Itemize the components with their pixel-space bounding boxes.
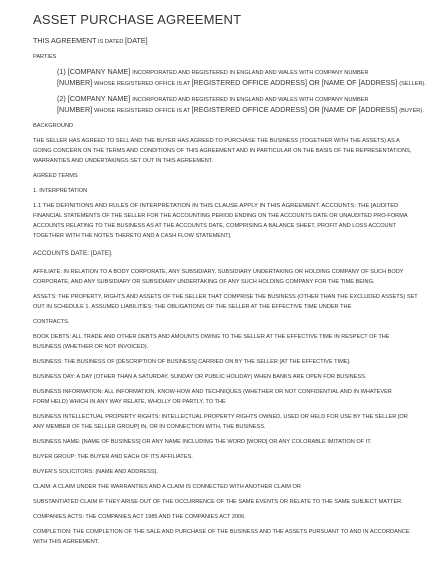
def-completion bbox=[33, 527, 410, 547]
clause-line: FINANCIAL STATEMENTS OF THE SELLER FOR THE ACCOUNTING PERIOD ENDING ON THE ACCOUNTS DATE OR UNAUDITED PRO-FORMA bbox=[33, 213, 408, 219]
agreement-label: THIS AGREEMENT bbox=[33, 36, 97, 45]
definition-line: ASSETS: THE PROPERTY, RIGHTS AND ASSETS OF THE SELLER THAT COMPRISE THE BUSINESS (OTHER THAN THE EXCLUDED ASSETS) SET bbox=[33, 294, 418, 300]
background-paragraph bbox=[33, 136, 412, 166]
parties-heading: PARTIES bbox=[33, 54, 57, 60]
clause-line: ACCOUNTS RELATING TO THE BUSINESS AS AT THE ACCOUNTS DATE, COMPRISING A BALANCE SHEET, PROFIT AND LOSS ACCOUNT bbox=[33, 223, 397, 229]
party-2-role: (BUYER). bbox=[399, 108, 424, 114]
def-business-ipr bbox=[33, 412, 408, 432]
definition-line: ANY MEMBER OF THE SELLER GROUP] IN, OR IN CONNECTION WITH, THE BUSINESS. bbox=[33, 424, 266, 430]
agreement-date-placeholder: [DATE] bbox=[125, 36, 148, 45]
def-book-debts bbox=[33, 332, 390, 352]
def-buyer-group: BUYER GROUP: THE BUYER AND EACH OF ITS AFFILIATES. bbox=[33, 454, 193, 460]
party-2-incorporation: INCORPORATED AND REGISTERED IN ENGLAND AND WALES WITH COMPANY NUMBER bbox=[132, 97, 369, 103]
def-companies-acts: COMPANIES ACTS: THE COMPANIES ACT 1985 AND THE COMPANIES ACT 2006. bbox=[33, 514, 246, 520]
background-heading: BACKGROUND bbox=[33, 123, 74, 129]
def-business-name: BUSINESS NAME: [NAME OF BUSINESS] OR ANY NAME INCLUDING THE WORD [WORD] OR ANY COLORABLE IMITATION OF IT. bbox=[33, 439, 372, 445]
def-assets bbox=[33, 292, 418, 327]
definition-line: BOOK DEBTS: ALL TRADE AND OTHER DEBTS AND AMOUNTS OWING TO THE SELLER AT THE EFFECTIVE TIME IN RESPECT OF THE bbox=[33, 334, 390, 340]
party-1 bbox=[33, 67, 426, 89]
clause-line: 1.1 THE DEFINITIONS AND RULES OF INTERPRETATION IN THIS CLAUSE APPLY IN THIS AGREEMENT. ACCOUNTS: THE [AUDITED bbox=[33, 203, 399, 209]
definition-line: CORPORATE, AND ANY SUBSIDIARY OR SUBSIDIARY UNDERTAKING OF ANY SUCH HOLDING COMPANY FOR THE TIME BEING. bbox=[33, 279, 375, 285]
party-2 bbox=[33, 94, 424, 116]
background-line: THE SELLER HAS AGREED TO SELL AND THE BUYER HAS AGREED TO PURCHASE THE BUSINESS (TOGETHER WITH THE ASSETS) AS A bbox=[33, 138, 400, 144]
def-business-day: BUSINESS DAY: A DAY (OTHER THAN A SATURDAY, SUNDAY OR PUBLIC HOLIDAY) WHEN BANKS ARE OPEN FOR BUSINESS. bbox=[33, 374, 367, 380]
party-2-office-text: WHOSE REGISTERED OFFICE IS AT bbox=[94, 108, 192, 114]
definition-line: COMPLETION: THE COMPLETION OF THE SALE AND PURCHASE OF THE BUSINESS AND THE ASSETS PURSUANT TO AND IN ACCORDANCE bbox=[33, 529, 410, 535]
clause-1-1 bbox=[33, 201, 408, 241]
party-2-address: [REGISTERED OFFICE ADDRESS] OR [NAME OF [ADDRESS] bbox=[191, 105, 400, 114]
definition-line: CONTRACTS. bbox=[33, 319, 70, 325]
agreed-terms-heading: AGREED TERMS bbox=[33, 173, 78, 179]
def-business-information bbox=[33, 387, 392, 407]
definition-line: BUSINESS (WHETHER OR NOT INVOICED). bbox=[33, 344, 149, 350]
background-line: WARRANTIES AND UNDERTAKINGS SET OUT IN THIS AGREEMENT. bbox=[33, 158, 214, 164]
def-substantiated-claim: SUBSTANTIATED CLAIM IF THEY ARISE OUT OF THE OCCURRENCE OF THE SAME EVENTS OR RELATE TO THE SAME SUBJECT MATTER. bbox=[33, 499, 403, 505]
definition-line: AFFILIATE: IN RELATION TO A BODY CORPORATE, ANY SUBSIDIARY, SUBSIDIARY UNDERTAKING OR HOLDING COMPANY OF SUCH BODY bbox=[33, 269, 404, 275]
party-2-number: [NUMBER] bbox=[57, 105, 95, 114]
definition-line: FORM HELD) WHICH IN ANY WAY RELATE, WHOLLY OR PARTLY, TO THE bbox=[33, 399, 226, 405]
party-1-name: (1) [COMPANY NAME] bbox=[57, 67, 133, 76]
definition-line: BUSINESS INTELLECTUAL PROPERTY RIGHTS: INTELLECTUAL PROPERTY RIGHTS OWNED, USED OR HELD FOR USE BY THE SELLER [OR bbox=[33, 414, 408, 420]
def-accounts-date: ACCOUNTS DATE: [DATE]. bbox=[33, 250, 113, 257]
party-1-incorporation: INCORPORATED AND REGISTERED IN ENGLAND AND WALES WITH COMPANY NUMBER bbox=[132, 70, 369, 76]
party-1-office-text: WHOSE REGISTERED OFFICE IS AT bbox=[94, 81, 192, 87]
definition-line: WITH THIS AGREEMENT. bbox=[33, 539, 100, 545]
party-1-number: [NUMBER] bbox=[57, 78, 95, 87]
definition-line: BUSINESS INFORMATION: ALL INFORMATION, KNOW-HOW AND TECHNIQUES (WHETHER OR NOT CONFIDENTIAL AND IN WHATEVER bbox=[33, 389, 392, 395]
party-1-address: [REGISTERED OFFICE ADDRESS] OR [NAME OF [ADDRESS] bbox=[191, 78, 400, 87]
document-title: ASSET PURCHASE AGREEMENT bbox=[33, 12, 242, 27]
background-line: GOING CONCERN ON THE TERMS AND CONDITIONS OF THIS AGREEMENT AND IN PARTICULAR ON THE BASIS OF THE REPRESENTATIONS, bbox=[33, 148, 412, 154]
party-2-name: (2) [COMPANY NAME] bbox=[57, 94, 133, 103]
definition-line: OUT IN SCHEDULE 1. ASSUMED LIABILITIES: THE OBLIGATIONS OF THE SELLER AT THE EFFECTIVE TIME UNDER THE bbox=[33, 304, 352, 310]
interpretation-heading: 1. INTERPRETATION bbox=[33, 188, 88, 194]
def-affiliate bbox=[33, 267, 404, 287]
party-1-role: (SELLER). bbox=[399, 81, 426, 87]
clause-line: TOGETHER WITH THE NOTES THERETO AND A CASH FLOW STATEMENT]. bbox=[33, 233, 232, 239]
def-claim: CLAIM: A CLAIM UNDER THE WARRANTIES AND A CLAIM IS CONNECTED WITH ANOTHER CLAIM OR bbox=[33, 484, 301, 490]
agreement-date-line bbox=[33, 36, 381, 47]
agreement-dated: IS DATED bbox=[96, 39, 125, 45]
def-business: BUSINESS: THE BUSINESS OF [DESCRIPTION OF BUSINESS] CARRIED ON BY THE SELLER [AT THE EFFECTIVE TIME]. bbox=[33, 359, 351, 365]
def-buyer-solicitors: BUYER'S SOLICITORS: [NAME AND ADDRESS]. bbox=[33, 469, 158, 475]
